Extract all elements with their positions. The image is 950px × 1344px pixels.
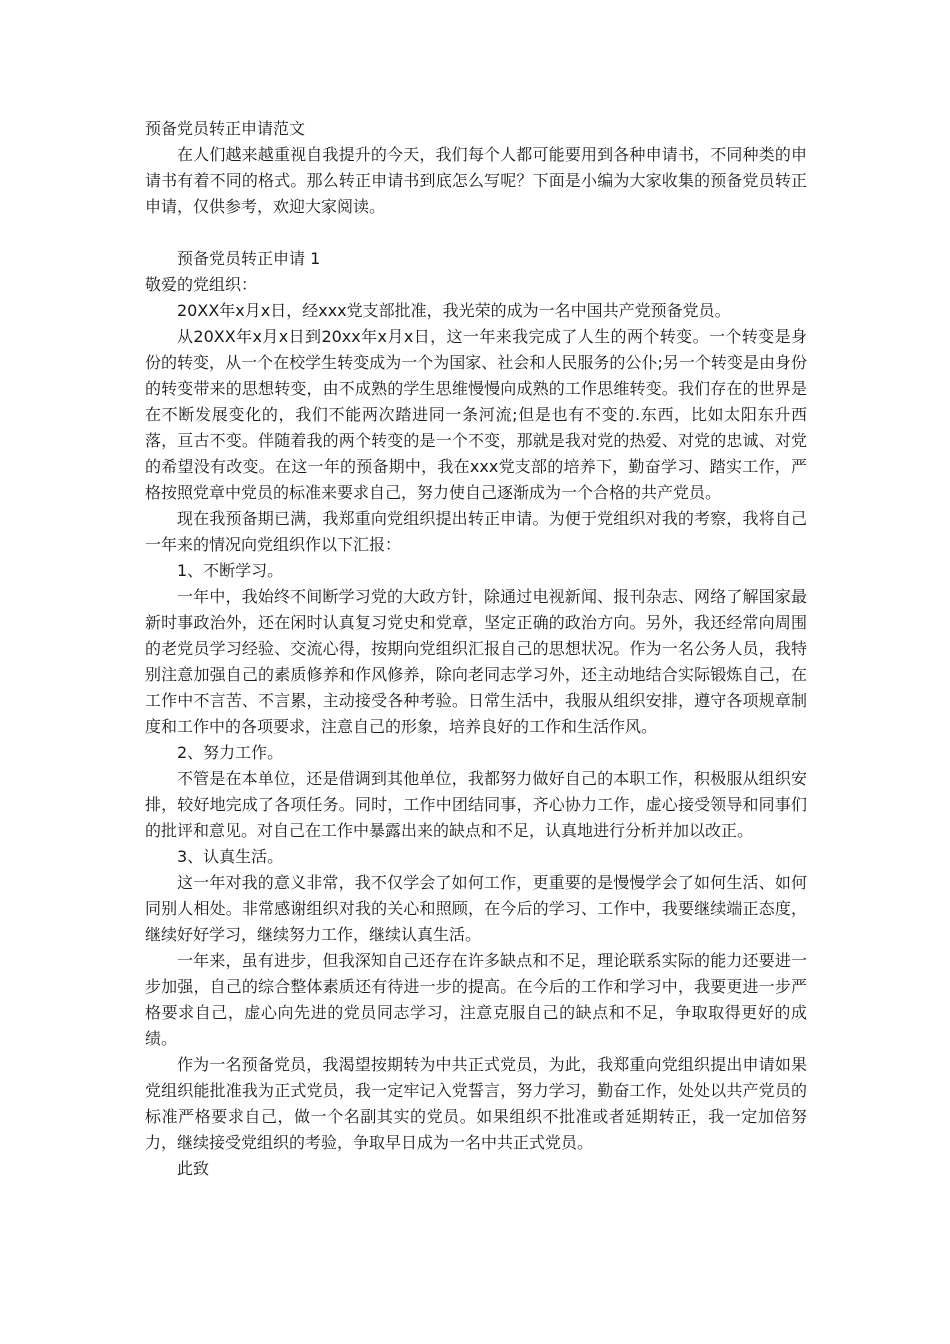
body-paragraph: 20XX年x月x日，经xxx党支部批准，我光荣的成为一名中国共产党预备党员。 [177, 301, 731, 320]
blank-line [145, 220, 807, 246]
intro-paragraph: 在人们越来越重视自我提升的今天，我们每个人都可能要用到各种申请书，不同种类的申请书有着不同的格式。那么转正申请书到底怎么写呢？下面是小编为大家收集的预备党员转正申请，仅供参考，欢迎大家阅读。 [145, 145, 807, 216]
body-paragraph: 从20XX年x月x日到20xx年x月x日，这一年来我完成了人生的两个转变。一个转变是身份的转变，从一个在校学生转变成为一个为国家、社会和人民服务的公仆;另一个转变是由身份的转变带来的思想转变，由不成熟的学生思维慢慢向成熟的工作思维转变。我们存在的世界是在不断发展变化的，我们不能两次踏进同一条河流;但是也有不变的.东西，比如太阳东升西落，亘古不变。伴随着我的两个转变的是一个不变，那就是我对党的热爱、对党的忠诚、对党的希望没有改变。在这一年的预备期中，我在xxx党支部的培养下，勤奋学习、踏实工作，严格按照党章中党员的标准来要求自己，努力使自己逐渐成为一个合格的共产党员。 [145, 327, 807, 502]
salutation: 敬爱的党组织： [145, 275, 258, 294]
point-3-heading: 3、认真生活。 [177, 847, 284, 866]
point-1-text: 一年中，我始终不间断学习党的大政方针，除通过电视新闻、报刊杂志、网络了解国家最新时事政治外，还在闲时认真复习党史和党章，坚定正确的政治方向。另外，我还经常向周围的老党员学习经验、交流心得，按期向党组织汇报自己的思想状况。作为一名公务人员，我特别注意加强自己的素质修养和作风修养，除向老同志学习外，还主动地结合实际锻炼自己，在工作中不言苦、不言累，主动接受各种考验。日常生活中，我服从组织安排，遵守各项规章制度和工作中的各项要求，注意自己的形象，培养良好的工作和生活作风。 [145, 587, 807, 736]
closing-paragraph: 作为一名预备党员，我渴望按期转为中共正式党员，为此，我郑重向党组织提出申请如果党组织能批准我为正式党员，我一定牢记入党誓言，努力学习，勤奋工作，处处以共产党员的标准严格要求自己，做一个名副其实的党员。如果组织不批准或者延期转正，我一定加倍努力，继续接受党组织的考验，争取早日成为一名中共正式党员。 [145, 1055, 807, 1152]
document-body [145, 116, 807, 1182]
point-1-heading: 1、不断学习。 [177, 561, 284, 580]
body-paragraph: 现在我预备期已满，我郑重向党组织提出转正申请。为便于党组织对我的考察，我将自己一年来的情况向党组织作以下汇报： [145, 509, 807, 554]
document-title: 预备党员转正申请范文 [145, 119, 306, 138]
closing-paragraph: 一年来，虽有进步，但我深知自己还存在许多缺点和不足，理论联系实际的能力还要进一步加强，自己的综合整体素质还有待进一步的提高。在今后的工作和学习中，我要更进一步严格要求自己，虚心向先进的党员同志学习，注意克服自己的缺点和不足，争取取得更好的成绩。 [145, 951, 807, 1048]
sign-off: 此致 [177, 1159, 210, 1178]
point-2-text: 不管是在本单位，还是借调到其他单位，我都努力做好自己的本职工作，积极服从组织安排，较好地完成了各项任务。同时，工作中团结同事，齐心协力工作，虚心接受领导和同事们的批评和意见。对自己在工作中暴露出来的缺点和不足，认真地进行分析并加以改正。 [145, 769, 807, 840]
section-title: 预备党员转正申请 1 [177, 249, 321, 268]
point-2-heading: 2、努力工作。 [177, 743, 284, 762]
point-3-text: 这一年对我的意义非常，我不仅学会了如何工作，更重要的是慢慢学会了如何生活、如何同别人相处。非常感谢组织对我的关心和照顾，在今后的学习、工作中，我要继续端正态度，继续好好学习，继续努力工作，继续认真生活。 [145, 873, 807, 944]
